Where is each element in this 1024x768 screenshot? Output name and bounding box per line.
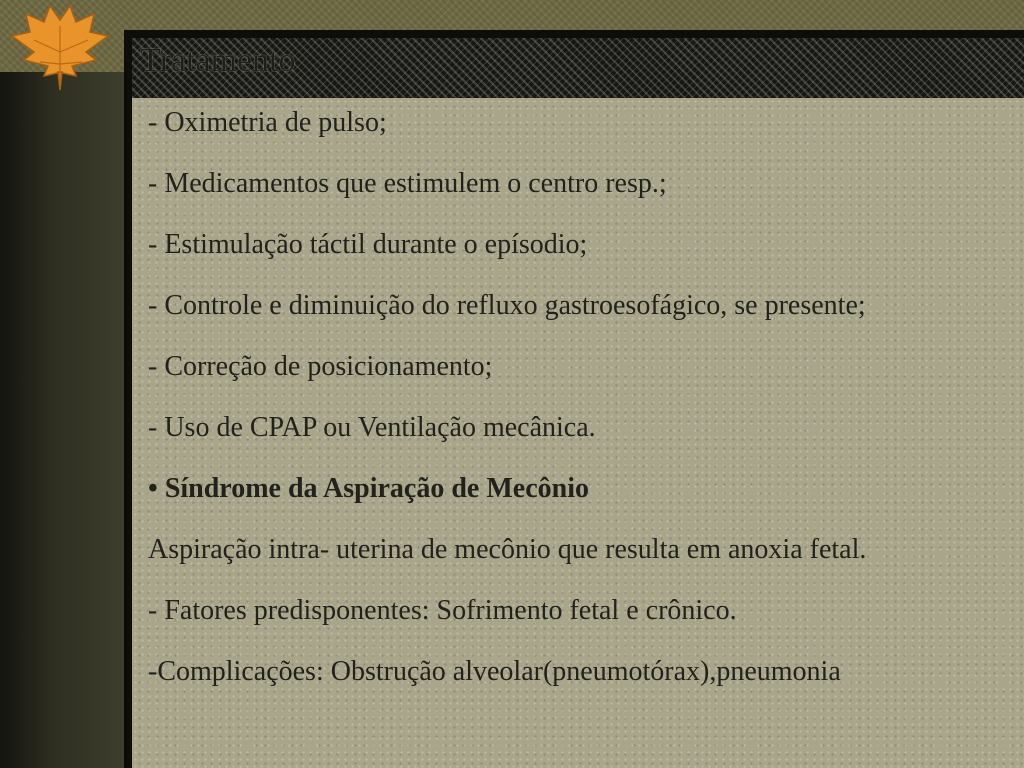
slide-text-lines — [148, 106, 1008, 716]
slide-title: Tratamento — [140, 42, 296, 79]
title-band — [132, 38, 1024, 98]
text-line: - Correção de posicionamento; — [148, 351, 493, 382]
text-line: - Fatores predisponentes: Sofrimento fetal e crônico. — [148, 595, 737, 626]
left-decorative-strip — [0, 72, 124, 768]
text-line: - Uso de CPAP ou Ventilação mecânica. — [148, 412, 596, 443]
text-line: -Complicações: Obstrução alveolar(pneumotórax),pneumonia — [148, 656, 841, 687]
text-line: - Controle e diminuição do refluxo gastroesofágico, se presente; — [148, 290, 866, 321]
maple-leaf-icon — [4, 2, 116, 92]
text-line: - Medicamentos que estimulem o centro resp.; — [148, 168, 667, 199]
section-heading-text: Síndrome da Aspiração de Mecônio — [164, 473, 589, 504]
text-line: Aspiração intra- uterina de mecônio que resulta em anoxia fetal. — [148, 534, 867, 565]
text-line: - Oximetria de pulso; — [148, 107, 387, 138]
slide-content — [132, 98, 1024, 768]
text-line: - Estimulação táctil durante o epísodio; — [148, 229, 588, 260]
section-heading — [148, 472, 1008, 506]
bullet-icon: • — [148, 473, 158, 504]
